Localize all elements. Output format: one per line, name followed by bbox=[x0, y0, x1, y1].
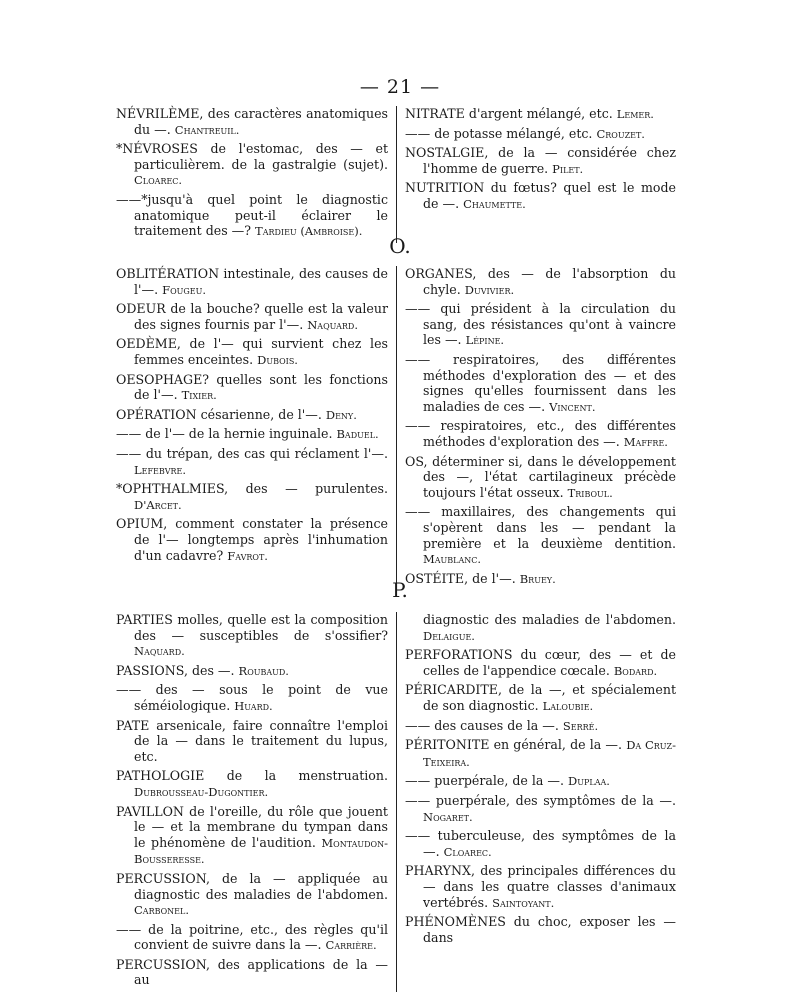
entry-passions: PASSIONS, des —. Roubaud. bbox=[116, 662, 289, 678]
entry-pericardite-causes: —— des causes de la —. Serré. bbox=[405, 717, 599, 733]
entry-organes: ORGANES, des — de l'absorption du chyle. Duvivier. bbox=[405, 266, 676, 297]
entry-passions-semeiologique: —— des — sous le point de vue séméiologique. Huard. bbox=[116, 682, 388, 713]
entry-nitrate: NITRATE d'argent mélangé, etc. Lemer. bbox=[405, 106, 654, 121]
entry-perforations: PERFORATIONS du cœur, des — et de celles de l'appendice cœcale. Bodard. bbox=[405, 647, 676, 678]
entry-percussion-applications: PERCUSSION, des applications de la — au bbox=[116, 956, 388, 988]
entry-nitrate-potasse: —— de potasse mélangé, etc. Crouzet. bbox=[405, 125, 645, 141]
entry-os-maxillaires: —— maxillaires, des changements qui s'opèrent dans les — pendant la première et la deuxième dentition. Maublanc. bbox=[405, 504, 676, 567]
entry-osteite: OSTÉITE, de l'—. Bruey. bbox=[405, 570, 556, 586]
entry-phenomenes: PHÉNOMÈNES du choc, exposer les — dans bbox=[405, 914, 676, 945]
column-left bbox=[116, 612, 396, 992]
entry-os: OS, déterminer si, dans le développement des —, l'état cartilagineux précède toujours l'état osseux. Triboul. bbox=[405, 453, 676, 500]
section-heading-o: O. bbox=[389, 234, 411, 258]
entry-obliteration: OBLITÉRATION intestinale, des causes de l'—. Fougeu. bbox=[116, 266, 388, 297]
section-heading-p: P. bbox=[392, 578, 408, 602]
entry-peritonite-symptomes: —— puerpérale, des symptômes de la —. Nogaret. bbox=[405, 792, 676, 824]
entry-nostalgie: NOSTALGIE, de la — considérée chez l'homme de guerre. Pilet. bbox=[405, 145, 676, 176]
section-n-columns bbox=[116, 106, 682, 243]
entry-pate: PATE arsenicale, faire connaître l'emploi de la — dans le traitement du lupus, etc. bbox=[116, 717, 388, 764]
entry-peritonite: PÉRITONITE en général, de la —. Da Cruz-Teixeira. bbox=[405, 737, 676, 769]
entry-organes-circulation: —— qui président à la circulation du sang, des résistances qu'ont à vaincre les —. Lépine. bbox=[405, 301, 676, 348]
entry-peritonite-puerperale: —— puerpérale, de la —. Duplaa. bbox=[405, 773, 610, 789]
entry-parties: PARTIES molles, quelle est la composition des — susceptibles de s'ossifier? Naquard. bbox=[116, 612, 388, 659]
entry-oesophage: OESOPHAGE? quelles sont les fonctions de l'—. Tixier. bbox=[116, 371, 388, 403]
entry-operation: OPÉRATION césarienne, de l'—. Deny. bbox=[116, 406, 357, 422]
entry-oedeme: OEDÈME, de l'— qui survient chez les femmes enceintes. Dubois. bbox=[116, 336, 388, 367]
page-number: — 21 — bbox=[359, 76, 441, 98]
column-right bbox=[396, 612, 676, 992]
entry-percussion: PERCUSSION, de la — appliquée au diagnostic des maladies de l'abdomen. Carbonel. bbox=[116, 870, 388, 918]
column-right bbox=[396, 106, 676, 243]
entry-ophthalmies: *OPHTHALMIES, des — purulentes. D'Arcet. bbox=[116, 481, 388, 512]
entry-organes-respiratoires-2: —— respiratoires, etc., des différentes méthodes d'exploration des —. Maffre. bbox=[405, 418, 676, 449]
entry-opium: OPIUM, comment constater la présence de l'— longtemps après l'inhumation d'un cadavre? Favrot. bbox=[116, 516, 388, 563]
column-right bbox=[396, 266, 676, 590]
entry-pathologie: PATHOLOGIE de la menstruation. Dubrousseau-Dugontier. bbox=[116, 768, 388, 799]
column-left bbox=[116, 266, 396, 590]
entry-peritonite-tuberculeuse: —— tuberculeuse, des symptômes de la —. Cloarec. bbox=[405, 828, 676, 859]
entry-nevroses: *NÉVROSES de l'estomac, des — et particulièrem. de la gastralgie (sujet). Cloarec. bbox=[116, 141, 388, 188]
section-p-columns bbox=[116, 612, 682, 992]
entry-nutrition: NUTRITION du fœtus? quel est le mode de —. Chaumette. bbox=[405, 180, 676, 211]
entry-operation-hernie: —— de l'— de la hernie inguinale. Baduel. bbox=[116, 426, 379, 442]
entry-pericardite: PÉRICARDITE, de la —, et spécialement de son diagnostic. Laloubie. bbox=[405, 682, 676, 713]
entry-organes-respiratoires: —— respiratoires, des différentes méthodes d'exploration des — et des signes qu'elles fournissent dans les maladies de ces —. Vincent. bbox=[405, 351, 676, 414]
entry-percussion-poitrine: —— de la poitrine, etc., des règles qu'il convient de suivre dans la —. Carrière. bbox=[116, 921, 388, 953]
entry-nevrileme: NÉVRILÈME, des caractères anatomiques du —. Chantreuil. bbox=[116, 106, 388, 137]
entry-odeur: ODEUR de la bouche? quelle est la valeur des signes fournis par l'—. Naquard. bbox=[116, 301, 388, 332]
entry-nevroses-diagnostic: ——*jusqu'à quel point le diagnostic anatomique peut-il éclairer le traitement des —? Tardieu (Ambroise). bbox=[116, 191, 388, 239]
entry-percussion-continued: diagnostic des maladies de l'abdomen. Delaigue. bbox=[423, 612, 676, 643]
entry-pharynx: PHARYNX, des principales différences du — dans les quatre classes d'animaux vertébrés. Saintoyant. bbox=[405, 863, 676, 910]
entry-operation-trepan: —— du trépan, des cas qui réclament l'—. Lefebvre. bbox=[116, 445, 388, 477]
column-left bbox=[116, 106, 396, 243]
section-o-columns bbox=[116, 266, 682, 590]
entry-pavillon: PAVILLON de l'oreille, du rôle que jouent le — et la membrane du tympan dans le phénomène de l'audition. Montaudon-Bousseresse. bbox=[116, 803, 388, 867]
